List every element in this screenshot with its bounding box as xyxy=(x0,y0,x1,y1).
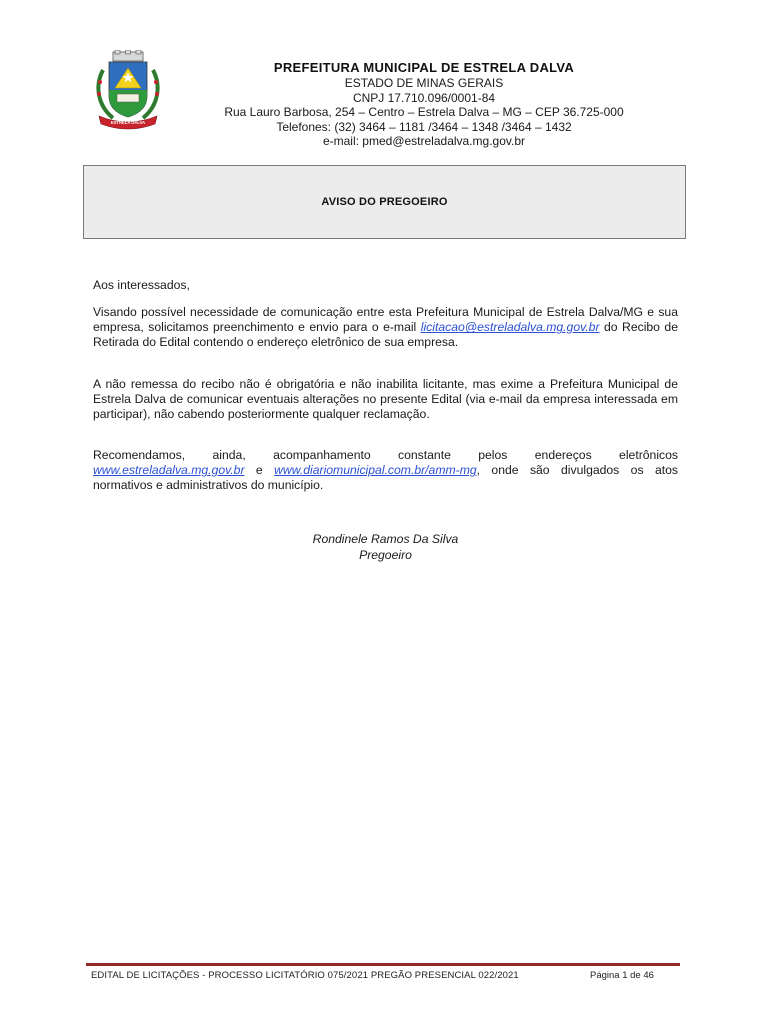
svg-text:ESTRELA DALVA: ESTRELA DALVA xyxy=(110,120,146,125)
paragraph-3-text-mid: e xyxy=(244,463,275,478)
paragraph-2: A não remessa do recibo não é obrigatória e não inabilita licitante, mas exime a Prefeitura Municipal de Estrela Dalva de comunicar eventuais alterações no presente Edital (via e-mail da empresa interessada em participar), não cabendo posteriormente qualquer reclamação. xyxy=(93,377,678,422)
paragraph-3 xyxy=(93,448,678,494)
phones-line: Telefones: (32) 3464 – 1181 /3464 – 1348 /3464 – 1432 xyxy=(276,119,572,134)
paragraph-1-text-b: do Recibo de Retirada do Edital contendo o endereço eletrônico de sua empresa. xyxy=(93,320,678,350)
paragraph-1-text-a: Visando possível necessidade de comunicação entre esta Prefeitura Municipal de Estrela Dalva/MG e sua empresa, solicitamos preenchimento e envio para o e-mail xyxy=(93,305,678,335)
licitacao-email-link[interactable]: licitacao@estreladalva.mg.gov.br xyxy=(420,320,600,335)
letterhead xyxy=(180,60,668,149)
email-line: e-mail: pmed@estreladalva.mg.gov.br xyxy=(322,134,526,149)
signatory-role: Pregoeiro xyxy=(359,548,412,562)
diario-municipal-link[interactable]: www.diariomunicipal.com.br/amm-mg xyxy=(274,463,477,478)
cnpj-line: CNPJ 17.710.096/0001-84 xyxy=(352,90,496,105)
organization-title: PREFEITURA MUNICIPAL DE ESTRELA DALVA xyxy=(273,60,575,75)
paragraph-3-text-a: Recomendamos, ainda, acompanhamento constante pelos endereços eletrônicos xyxy=(93,448,678,462)
paragraph-3-text-b: , onde são divulgados os atos normativos e administrativos do município. xyxy=(93,463,678,493)
greeting-text: Aos interessados, xyxy=(93,278,190,292)
paragraph-1 xyxy=(93,305,678,351)
signatory-name: Rondinele Ramos Da Silva xyxy=(312,532,459,546)
state-line: ESTADO DE MINAS GERAIS xyxy=(344,76,504,90)
footer-page-number: Página 1 de 46 xyxy=(590,970,654,981)
footer-document-reference: EDITAL DE LICITAÇÕES - PROCESSO LICITATÓRIO 075/2021 PREGÃO PRESENCIAL 022/2021 xyxy=(91,970,519,981)
notice-title: AVISO DO PREGOEIRO xyxy=(321,196,448,208)
address-line: Rua Lauro Barbosa, 254 – Centro – Estrela Dalva – MG – CEP 36.725-000 xyxy=(224,105,624,120)
notice-title-box xyxy=(83,165,686,239)
footer-divider xyxy=(86,963,680,966)
municipal-website-link[interactable]: www.estreladalva.mg.gov.br xyxy=(93,463,245,478)
municipal-coat-of-arms-icon xyxy=(93,50,163,132)
